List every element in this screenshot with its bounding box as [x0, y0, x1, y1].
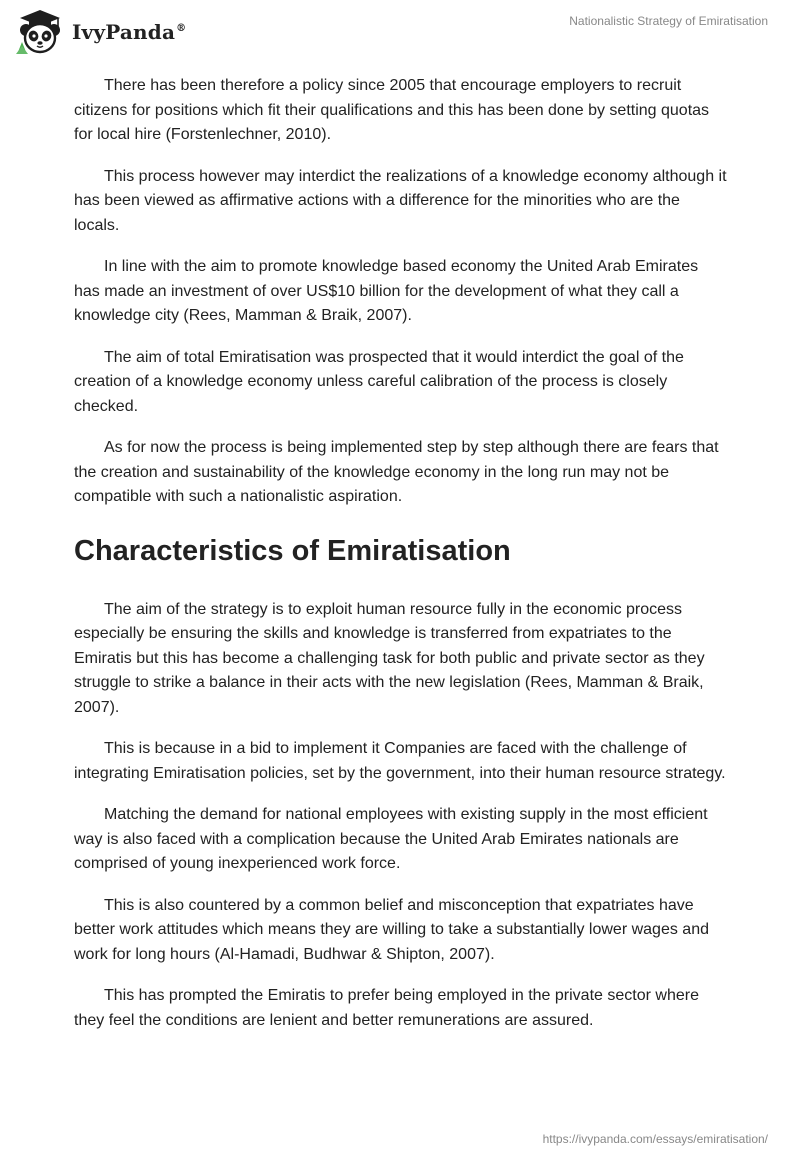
paragraph: As for now the process is being implemented step by step although there are fears that the creation and sustainability of the knowledge economy in the long run may not be compatible with such a nationalistic aspiration.: [74, 439, 719, 505]
registered-mark: ®: [176, 23, 187, 35]
paragraph: In line with the aim to promote knowledge based economy the United Arab Emirates has made an investment of over US$10 billion for the development of what they call a knowledge city (Rees, Mamman & Braik, 2007).: [74, 258, 699, 324]
paragraph: This is also countered by a common belief and misconception that expatriates have better work attitudes which means they are willing to take a substantially lower wages and work for long hours (Al-Hamadi, Budhwar & Shipton, 2007).: [74, 896, 709, 963]
paragraph: This has prompted the Emiratis to prefer being employed in the private sector where they feel the conditions are lenient and better remunerations are assured.: [74, 987, 699, 1029]
ivypanda-logo[interactable]: [14, 8, 186, 56]
logo-text: IvyPanda®: [72, 20, 187, 44]
paragraph: There has been therefore a policy since 2005 that encourage employers to recruit citizens for positions which fit their qualifications and this has been done by setting quotas for local hire (Forstenlechner, 2010).: [74, 77, 710, 143]
paragraph: The aim of the strategy is to exploit human resource fully in the economic process especially be ensuring the skills and knowledge is transferred from expatriates to the Emiratis but this has become a challenging task for both public and private sector as they struggle to strike a balance in their acts with the new legislation (Rees, Mamman & Braik, 2007).: [74, 600, 705, 716]
paragraph: The aim of total Emiratisation was prospected that it would interdict the goal of the creation of a knowledge economy unless careful calibration of the process is closely checked.: [74, 348, 684, 415]
essay-content: [74, 74, 728, 1050]
section-heading: Characteristics of Emiratisation: [74, 534, 511, 567]
paragraph: Matching the demand for national employees with existing supply in the most efficient way is also faced with a complication because the United Arab Emirates nationals are comprised of young inexperienced work force.: [74, 806, 708, 872]
source-url[interactable]: https://ivypanda.com/essays/emiratisation/: [542, 1132, 768, 1146]
paragraph: This is because in a bid to implement it Companies are faced with the challenge of integrating Emiratisation policies, set by the government, into their human resource strategy.: [74, 740, 726, 782]
document-title: Nationalistic Strategy of Emiratisation: [569, 14, 768, 28]
panda-logo-icon: [14, 8, 66, 56]
page-header: [0, 0, 800, 64]
paragraph: This process however may interdict the realizations of a knowledge economy although it has been viewed as affirmative actions with a difference for the minorities who are the locals.: [74, 167, 727, 234]
